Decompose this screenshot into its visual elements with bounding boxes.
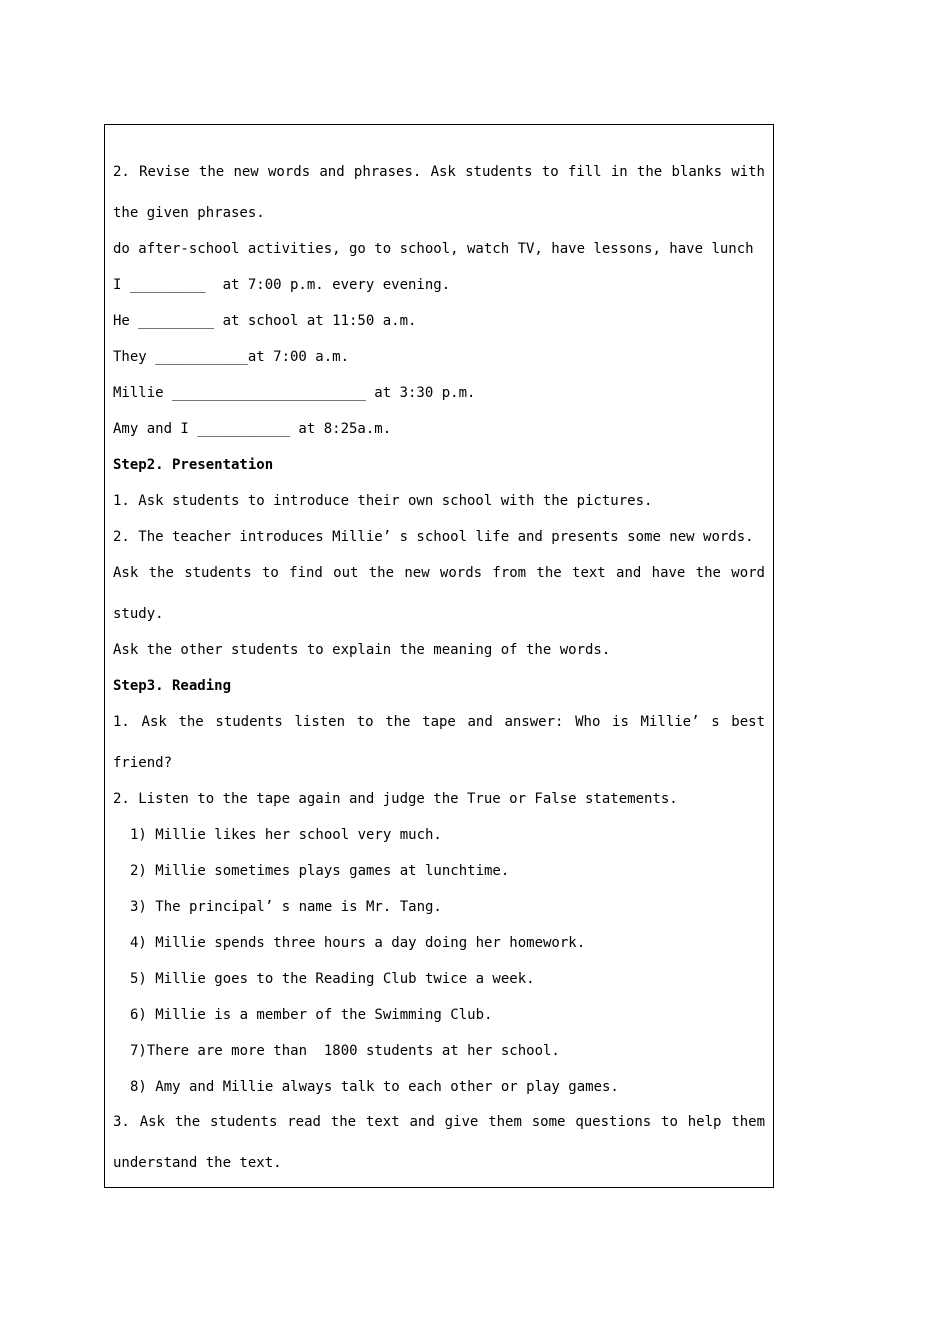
line-reading-3: 3. Ask the students read the text and give them some questions to help them [113,1114,765,1130]
line-blank-5: Amy and I ___________ at 8:25a.m. [113,421,392,437]
line-presentation-4: study. [113,606,164,622]
statement-6: 6) Millie is a member of the Swimming Club. [130,1007,493,1023]
statement-4: 4) Millie spends three hours a day doing her homework. [130,935,586,951]
statement-3: 3) The principal’ s name is Mr. Tang. [130,899,442,915]
statement-8: 8) Amy and Millie always talk to each other or play games. [130,1079,619,1095]
heading-step2: Step2. Presentation [113,457,274,473]
line-presentation-2: 2. The teacher introduces Millie’ s school life and presents some new words. [113,529,754,545]
line-given-phrases: the given phrases. [113,205,265,221]
line-blank-4: Millie _______________________ at 3:30 p.m. [113,385,476,401]
statement-2: 2) Millie sometimes plays games at lunchtime. [130,863,510,879]
statement-5: 5) Millie goes to the Reading Club twice a week. [130,971,535,987]
line-revise-instruction: 2. Revise the new words and phrases. Ask students to fill in the blanks with [113,164,765,180]
line-reading-2: 2. Listen to the tape again and judge the True or False statements. [113,791,678,807]
line-reading-1b: friend? [113,755,173,771]
heading-step3: Step3. Reading [113,678,232,694]
line-blank-3: They ___________at 7:00 a.m. [113,349,350,365]
line-reading-3b: understand the text. [113,1155,282,1171]
line-phrase-list: do after-school activities, go to school, watch TV, have lessons, have lunch [113,241,754,257]
statement-1: 1) Millie likes her school very much. [130,827,442,843]
line-blank-1: I _________ at 7:00 p.m. every evening. [113,277,451,293]
statement-7: 7)There are more than 1800 students at her school. [130,1043,560,1059]
line-blank-2: He _________ at school at 11:50 a.m. [113,313,417,329]
line-presentation-5: Ask the other students to explain the meaning of the words. [113,642,611,658]
line-presentation-1: 1. Ask students to introduce their own school with the pictures. [113,493,653,509]
line-presentation-3: Ask the students to find out the new words from the text and have the word [113,565,765,581]
line-reading-1: 1. Ask the students listen to the tape and answer: Who is Millie’ s best [113,714,765,730]
